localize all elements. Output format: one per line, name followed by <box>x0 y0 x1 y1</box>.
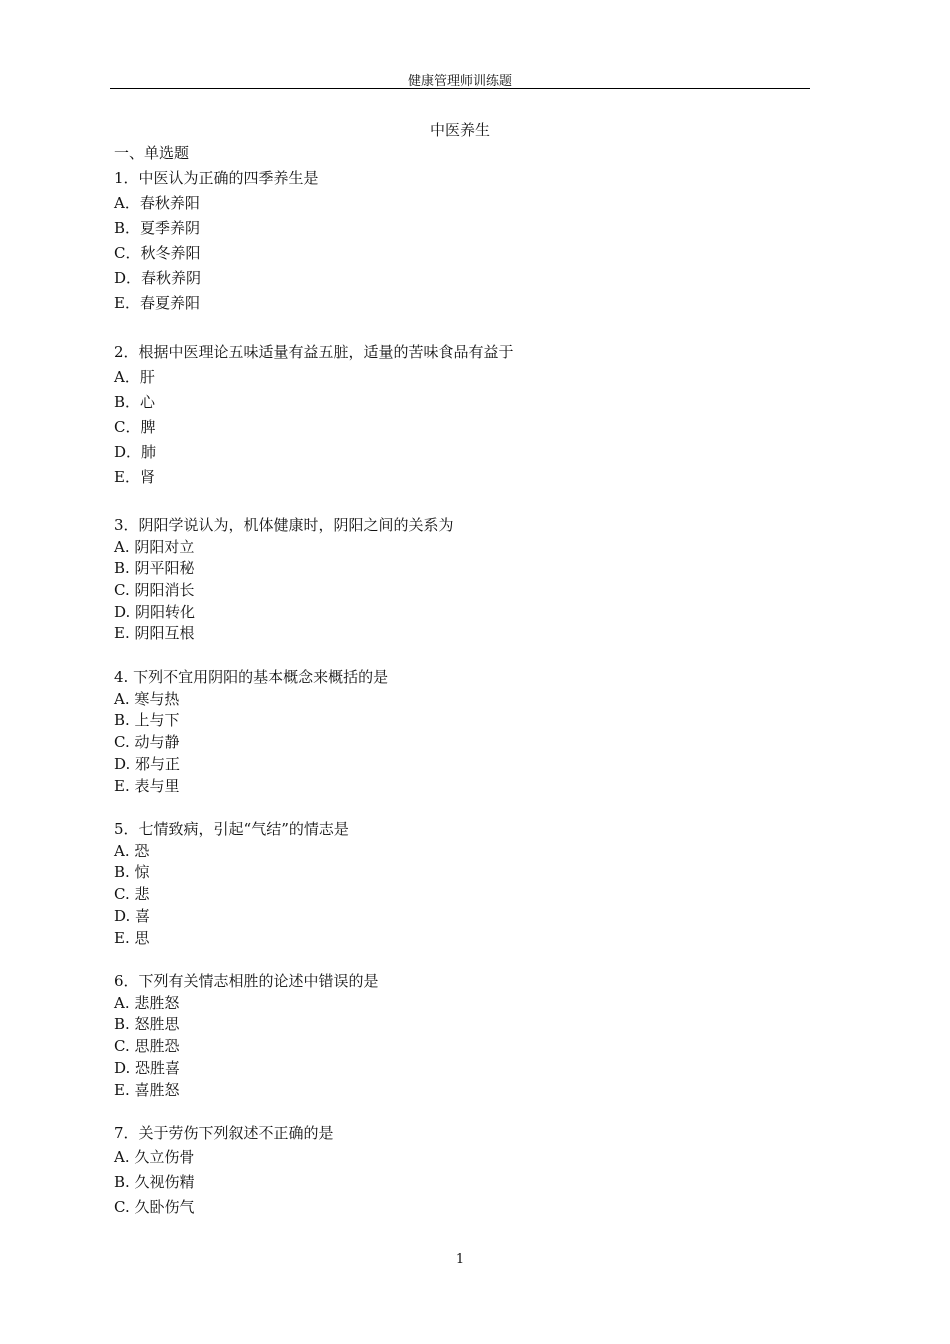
option: A. 恐 <box>114 842 150 860</box>
question-6: 6．下列有关情志相胜的论述中错误的是 <box>114 972 379 990</box>
option: B. 久视伤精 <box>114 1173 195 1191</box>
question-4: 4. 下列不宜用阴阳的基本概念来概括的是 <box>114 668 389 686</box>
option: A．春秋养阳 <box>114 194 200 212</box>
option: C．秋冬养阳 <box>114 244 201 262</box>
option: E. 思 <box>114 929 150 947</box>
option: D. 恐胜喜 <box>114 1059 181 1077</box>
running-header: 健康管理师训练题 <box>407 74 512 89</box>
option: C. 阴阳消长 <box>114 581 195 599</box>
option: E. 表与里 <box>114 777 180 795</box>
question-1: 1．中医认为正确的四季养生是 <box>114 169 319 187</box>
option: A．肝 <box>114 368 155 386</box>
option: D．肺 <box>114 443 157 461</box>
option: A. 久立伤骨 <box>114 1148 195 1166</box>
question-2: 2．根据中医理论五味适量有益五脏，适量的苦味食品有益于 <box>114 343 514 361</box>
document-title: 中医养生 <box>429 121 490 139</box>
option: B. 阴平阳秘 <box>114 559 195 577</box>
option: B. 上与下 <box>114 711 180 729</box>
question-5: 5．七情致病，引起“气结”的情志是 <box>114 820 349 838</box>
option: D. 喜 <box>114 907 151 925</box>
question-3: 3．阴阳学说认为，机体健康时，阴阳之间的关系为 <box>114 516 454 534</box>
option: C．脾 <box>114 418 156 436</box>
section-heading: 一、单选题 <box>114 144 190 162</box>
option: E. 阴阳互根 <box>114 624 195 642</box>
option: E．肾 <box>114 468 155 486</box>
page-number: 1 <box>455 1252 465 1267</box>
option: A. 悲胜怒 <box>114 994 180 1012</box>
option: C. 思胜恐 <box>114 1037 180 1055</box>
question-7: 7．关于劳伤下列叙述不正确的是 <box>114 1124 334 1142</box>
option: C. 久卧伤气 <box>114 1198 195 1216</box>
option: E. 喜胜怒 <box>114 1081 180 1099</box>
option: D. 阴阳转化 <box>114 603 196 621</box>
option: E．春夏养阳 <box>114 294 200 312</box>
option: A. 寒与热 <box>114 690 180 708</box>
option: B．心 <box>114 393 156 411</box>
option: A. 阴阳对立 <box>114 538 195 556</box>
option: B. 怒胜思 <box>114 1015 180 1033</box>
option: D．春秋养阴 <box>114 269 202 287</box>
option: C. 动与静 <box>114 733 180 751</box>
header-rule <box>110 88 810 89</box>
option: C. 悲 <box>114 885 150 903</box>
option: B. 惊 <box>114 863 150 881</box>
option: D. 邪与正 <box>114 755 181 773</box>
option: B．夏季养阴 <box>114 219 201 237</box>
